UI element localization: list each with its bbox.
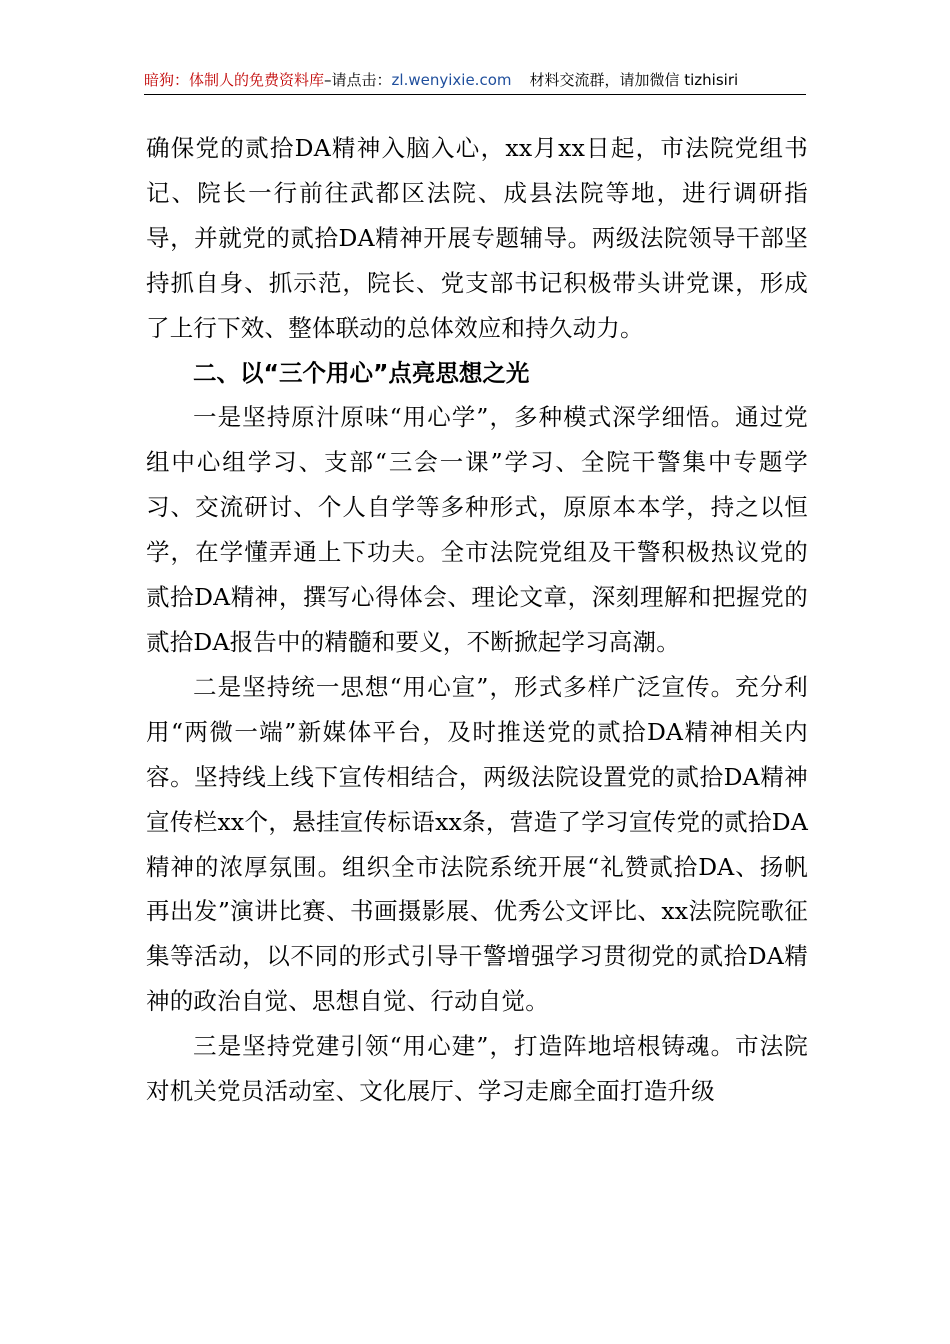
header-click-prompt: –请点击： [324,71,392,89]
paragraph-study: 一是坚持原汁原味“用心学”，多种模式深学细悟。通过党组中心组学习、支部“三会一课”学习、全院干警集中专题学习、交流研讨、个人自学等多种形式，原原本本学，持之以恒学，在学懂弄通上下功夫。全市法院党组及干警积极热议党的贰拾DA精神，撰写心得体会、理论文章，深刻理解和把握党的贰拾DA报告中的精髓和要义，不断掀起学习高潮。 [146,403,808,656]
section-heading: 二、以“三个用心”点亮思想之光 [193,358,530,387]
header-group-note: 材料交流群，请加微信 tizhisiri [529,71,739,89]
document-body [146,126,808,1114]
header-url-link[interactable]: zl.wenyixie.com [391,71,512,89]
header-site-name: 体制人的免费资料库 [189,71,325,89]
paragraph-publicity: 二是坚持统一思想“用心宣”，形式多样广泛宣传。充分利用“两微一端”新媒体平台，及时推送党的贰拾DA精神相关内容。坚持线上线下宣传相结合，两级法院设置党的贰拾DA精神宣传栏xx个，悬挂宣传标语xx条，营造了学习宣传党的贰拾DA精神的浓厚氛围。组织全市法院系统开展“礼赞贰拾DA、扬帆再出发”演讲比赛、书画摄影展、优秀公文评比、xx法院院歌征集等活动，以不同的形式引导干警增强学习贯彻党的贰拾DA精神的政治自觉、思想自觉、行动自觉。 [146,672,808,1016]
header-site-prefix: 暗狗： [144,71,190,89]
page-header [144,68,806,95]
paragraph-party-building: 三是坚持党建引领“用心建”，打造阵地培根铸魂。市法院对机关党员活动室、文化展厅、学习走廊全面打造升级 [146,1032,808,1106]
intro-paragraph: 确保党的贰拾DA精神入脑入心，xx月xx日起，市法院党组书记、院长一行前往武都区法院、成县法院等地，进行调研指导，并就党的贰拾DA精神开展专题辅导。两级法院领导干部坚持抓自身、抓示范，院长、党支部书记积极带头讲党课，形成了上行下效、整体联动的总体效应和持久动力。 [146,134,808,342]
